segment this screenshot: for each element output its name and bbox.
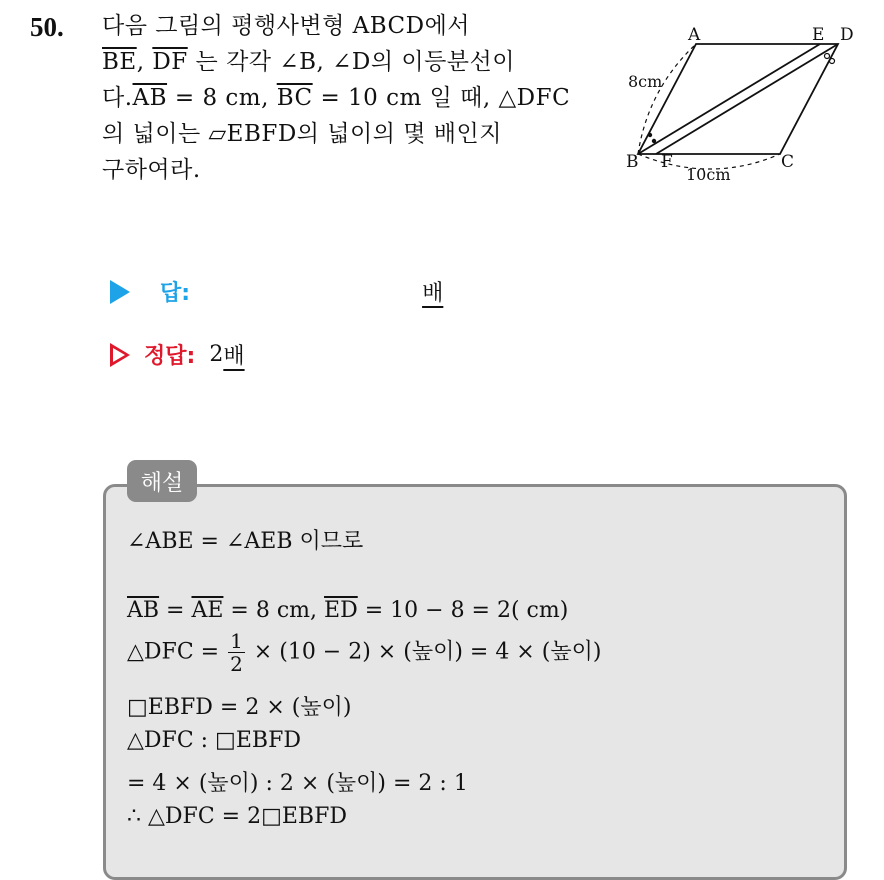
explanation-line-4: □EBFD = 2 × (높이): [127, 695, 352, 720]
question-line-5: 구하여라.: [102, 157, 201, 183]
label-e: E: [812, 25, 825, 45]
segment-ab: $\overline{AB}$: [132, 85, 168, 111]
play-icon: [110, 280, 130, 304]
explanation-line-2: [127, 598, 568, 623]
explanation-line-6: = 4 × (높이) : 2 × (높이) = 2 : 1: [127, 771, 468, 796]
eq-3: = 10 − 8 = 2( cm): [357, 598, 569, 623]
play-outline-icon: [110, 343, 130, 367]
correct-answer-label: 정답:: [144, 344, 196, 369]
label-10cm: 10cm: [686, 165, 731, 184]
answer-blank: 배: [422, 281, 444, 306]
eq-1: =: [159, 598, 192, 623]
fraction-denominator: 2: [230, 652, 243, 676]
segment-df-line: [656, 44, 838, 154]
answer-label: 답:: [160, 281, 191, 306]
question-line-3: [102, 84, 570, 112]
parallelogram-figure: [616, 14, 866, 184]
question-line-2-rest: 는 각각 ∠B, ∠D의 이등분선이: [187, 49, 515, 75]
bc-value: = 10 cm 일 때, △DFC: [312, 85, 571, 111]
question-number: 50.: [30, 12, 64, 42]
question-line-2: [102, 48, 515, 76]
segment-df: $\overline{DF}$: [152, 49, 188, 75]
explanation-line-5: △DFC : □EBFD: [127, 728, 301, 753]
separator: ,: [136, 49, 153, 75]
ab-value: = 8 cm,: [167, 85, 277, 111]
label-b: B: [626, 152, 639, 172]
correct-answer-unit: 배: [223, 344, 245, 369]
question-line-4: 의 넓이는 ▱EBFD의 넓이의 몇 배인지: [102, 121, 502, 147]
question-line-3-pre: 다.: [102, 85, 133, 111]
fraction-numerator: 1: [230, 629, 243, 653]
explanation-tag: 해설: [127, 460, 197, 502]
explanation-line-1: ∠ABE = ∠AEB 이므로: [127, 529, 364, 554]
eq-post: × (10 − 2) × (높이) = 4 × (높이): [246, 639, 602, 665]
label-8cm: 8cm: [628, 72, 663, 91]
explanation-line-3: [127, 630, 601, 675]
segment-be: $\overline{BE}$: [102, 49, 137, 75]
fraction-half: [228, 630, 245, 675]
segment-be-line: [638, 44, 820, 154]
explanation-line-7: ∴ △DFC = 2□EBFD: [127, 804, 347, 829]
segment-ae: $\overline{AE}$: [191, 598, 224, 623]
correct-answer-row: [110, 339, 245, 370]
label-c: C: [781, 152, 795, 172]
label-f: F: [661, 152, 673, 172]
correct-answer-value: 2: [209, 342, 224, 367]
segment-ed: $\overline{ED}$: [324, 598, 358, 623]
parallelogram-abcd: [638, 44, 838, 154]
eq-pre: △DFC =: [127, 639, 227, 665]
segment-ab-exp: $\overline{AB}$: [127, 598, 160, 623]
label-a: A: [688, 25, 701, 45]
question-line-1: 다음 그림의 평행사변형 ABCD에서: [102, 13, 471, 39]
segment-bc: $\overline{BC}$: [276, 85, 313, 111]
answer-row: [110, 276, 443, 307]
eq-2: = 8 cm,: [223, 598, 325, 623]
label-d: D: [840, 25, 854, 45]
